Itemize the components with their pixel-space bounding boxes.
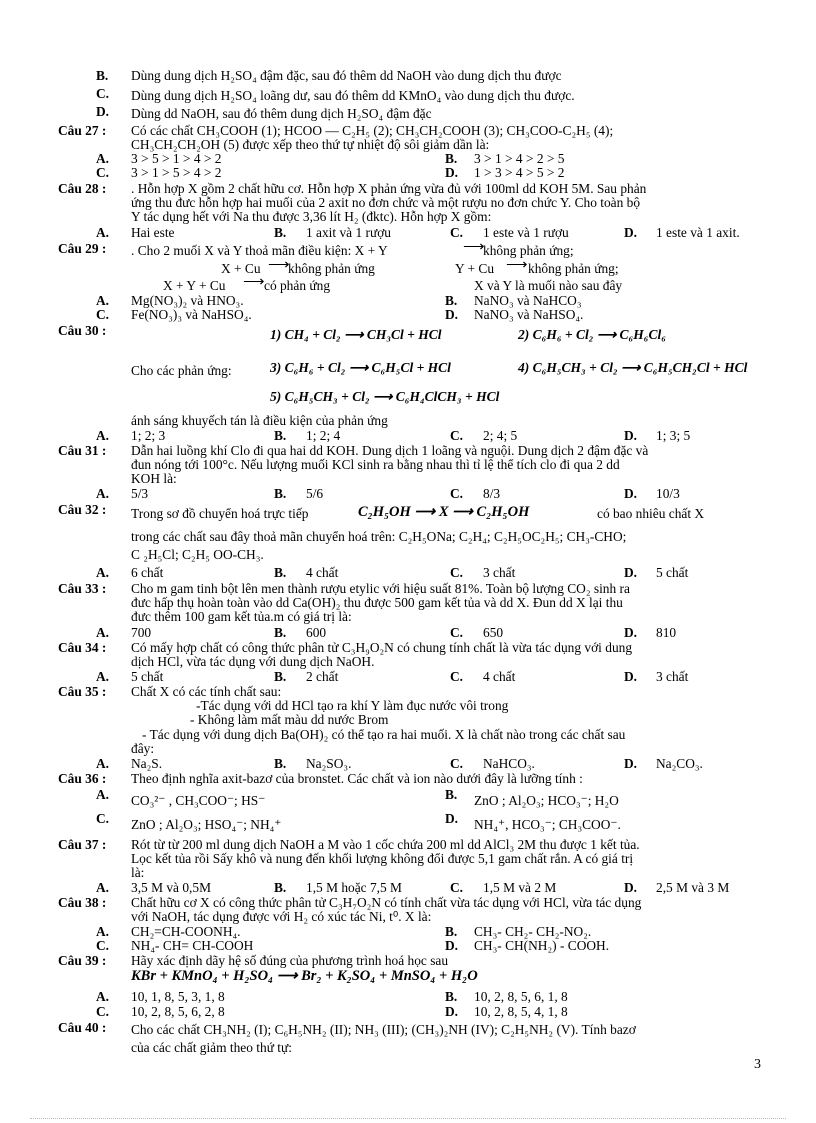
option-letter: C.	[450, 565, 464, 580]
option-c: ZnO ; Al₂O₃; HSO₄⁻; NH₄⁺	[131, 817, 282, 832]
option-d: CH₃- CH(NH₂) - COOH.	[474, 938, 610, 953]
option-d: 1 este và 1 axit.	[656, 225, 740, 240]
question-text: có phản ứng	[264, 278, 331, 293]
option-letter: B.	[274, 625, 287, 640]
option-letter: B.	[96, 68, 109, 83]
option-text: Dùng dung dịch H₂SO₄ loãng dư, sau đó thêm dd KMnO₄ vào dung dịch thu được.	[131, 88, 575, 103]
option-letter: B.	[445, 151, 458, 166]
question-label: Câu 29 :	[58, 241, 107, 256]
option-b: 600	[306, 625, 327, 640]
question-text: ánh sáng khuyếch tán là điều kiện của phản ứng	[131, 413, 388, 428]
option-letter: C.	[450, 486, 464, 501]
option-letter: C.	[96, 938, 110, 953]
option-letter: A.	[96, 787, 110, 802]
question-label: Câu 27 :	[58, 123, 107, 138]
option-c: NaHCO₃.	[483, 756, 535, 771]
question-text: ứng thu đưc hỗn hợp hai muối của 2 axit no đơn chức và một rượu no đơn chức Y. Cho toàn bộ	[131, 195, 641, 210]
question-text: X và Y là muối nào sau đây	[474, 278, 623, 293]
arrow-icon: ⟶	[463, 239, 485, 255]
reaction-3: 3) C₆H₆ + Cl₂ ⟶ C₆H₅Cl + HCl	[270, 360, 451, 375]
option-a: Hai este	[131, 225, 175, 240]
question-text: . Hỗn hợp X gồm 2 chất hữu cơ. Hỗn hợp X phản ứng vừa đủ với 100ml dd KOH 5M. Sau phản	[131, 181, 647, 196]
option-letter: C.	[450, 225, 464, 240]
option-letter: D.	[96, 104, 110, 119]
option-letter: A.	[96, 880, 110, 895]
option-letter: C.	[96, 811, 110, 826]
option-c: Fe(NO₃)₃ và NaHSO₄.	[131, 307, 252, 322]
option-a: 6 chất	[131, 565, 164, 580]
option-d: 5 chất	[656, 565, 689, 580]
option-d: 10/3	[656, 486, 680, 501]
option-letter: D.	[624, 565, 638, 580]
option-letter: C.	[450, 625, 464, 640]
question-text: Cho các chất CH₃NH₂ (I); C₆H₅NH₂ (II); NH₃ (III); (CH₃)₂NH (IV); C₂H₅NH₂ (V). Tính bazơ	[131, 1022, 636, 1037]
option-c: 2; 4; 5	[483, 428, 518, 443]
option-d: Na₂CO₃.	[656, 756, 703, 771]
option-c: 3 > 1 > 5 > 4 > 2	[131, 165, 222, 180]
question-label: Câu 40 :	[58, 1020, 107, 1035]
option-letter: A.	[96, 924, 110, 939]
option-letter: A.	[96, 565, 110, 580]
option-letter: C.	[96, 1004, 110, 1019]
question-text: CH₃CH₂CH₂OH (5) được xếp theo thứ tự nhiệt độ sôi giảm dần là:	[131, 137, 490, 152]
option-letter: D.	[624, 669, 638, 684]
option-d: 10, 2, 8, 5, 4, 1, 8	[474, 1004, 568, 1019]
option-c: 4 chất	[483, 669, 516, 684]
page-number: 3	[754, 1057, 761, 1072]
question-text: . Cho 2 muối X và Y thoả mãn điều kiện: X + Y	[131, 243, 388, 258]
footer-divider	[30, 1118, 786, 1119]
option-letter: D.	[445, 1004, 459, 1019]
option-c: 1,5 M và 2 M	[483, 880, 557, 895]
question-label: Câu 37 :	[58, 837, 107, 852]
question-text: KOH là:	[131, 471, 177, 486]
question-text: Rót từ từ 200 ml dung dịch NaOH a M vào 1 cốc chứa 200 ml dd AlCl₃ 2M thu được 1 kết tủa.	[131, 837, 640, 852]
option-letter: A.	[96, 625, 110, 640]
option-a: Mg(NO₃)₂ và HNO₃.	[131, 293, 244, 308]
question-text: Chất X có các tính chất sau:	[131, 684, 282, 699]
option-letter: B.	[274, 880, 287, 895]
question-text: Y tác dụng hết với Na thu được 3,36 lít H₂ (đktc). Hỗn hợp X gồm:	[131, 209, 492, 224]
question-text: Dẫn hai luồng khí Clo đi qua hai dd KOH. Dung dịch 1 loãng và nguội. Dung dịch 2 đậm đặc và	[131, 443, 649, 458]
option-letter: A.	[96, 293, 110, 308]
option-letter: D.	[445, 811, 459, 826]
question-text: đưc hấp thụ hoàn toàn vào dd Ca(OH)₂ thu được 500 gam kết tủa và dd X. Đun dd X lại thu	[131, 595, 623, 610]
option-d: 810	[656, 625, 677, 640]
question-text: Y + Cu	[455, 261, 495, 276]
option-letter: A.	[96, 151, 110, 166]
option-b: CH₃- CH₂- CH₂-NO₂.	[474, 924, 592, 939]
option-a: CH₂=CH-COONH₄.	[131, 924, 241, 939]
option-text: Dùng dd NaOH, sau đó thêm dung dịch H₂SO₄ đậm đặc	[131, 106, 432, 121]
question-text: - Tác dụng với dung dịch Ba(OH)₂ có thể tạo ra hai muối. X là chất nào trong các chất sau	[142, 727, 626, 742]
option-a: 1; 2; 3	[131, 428, 166, 443]
option-c: 8/3	[483, 486, 501, 501]
question-text: dịch HCl, vừa tác dụng với dung dịch NaOH.	[131, 654, 375, 669]
option-letter: C.	[96, 165, 110, 180]
question-text: Cho các phản ứng:	[131, 363, 232, 378]
question-text: đây:	[131, 741, 155, 756]
arrow-icon: ⟶	[243, 274, 265, 290]
option-letter: D.	[445, 307, 459, 322]
question-text: không phản ứng;	[528, 261, 619, 276]
question-text: Có các chất CH₃COOH (1); HCOO — C₂H₅ (2); CH₃CH₂COOH (3); CH₃COO-C₂H₅ (4);	[131, 123, 614, 138]
question-label: Câu 39 :	[58, 953, 107, 968]
option-letter: D.	[624, 756, 638, 771]
chemical-equation: KBr + KMnO₄ + H₂SO₄ ⟶ Br₂ + K₂SO₄ + MnSO₄ + H₂O	[131, 968, 478, 984]
option-letter: D.	[624, 880, 638, 895]
option-b: 1 axit và 1 rượu	[306, 225, 391, 240]
option-a: 3,5 M và 0,5M	[131, 880, 211, 895]
option-b: 5/6	[306, 486, 324, 501]
question-label: Câu 33 :	[58, 581, 107, 596]
option-letter: D.	[624, 225, 638, 240]
option-b: 1,5 M hoặc 7,5 M	[306, 880, 402, 895]
option-letter: A.	[96, 669, 110, 684]
option-a: 10, 1, 8, 5, 3, 1, 8	[131, 989, 225, 1004]
question-text: không phản ứng	[288, 261, 375, 276]
option-letter: D.	[624, 428, 638, 443]
question-label: Câu 35 :	[58, 684, 107, 699]
question-text: C ₂H₅Cl; C₂H₅ OO-CH₃.	[131, 547, 264, 562]
option-letter: A.	[96, 225, 110, 240]
question-text: đưc thêm 100 gam kết tủa.m có giá trị là:	[131, 609, 352, 624]
question-label: Câu 36 :	[58, 771, 107, 786]
arrow-icon: ⟶	[268, 257, 290, 273]
question-text: của các chất giảm theo thứ tự:	[131, 1040, 293, 1055]
option-letter: B.	[274, 669, 287, 684]
question-text: X + Cu	[221, 261, 261, 276]
option-c: 1 este và 1 rượu	[483, 225, 569, 240]
question-label: Câu 30 :	[58, 323, 107, 338]
option-c: 10, 2, 8, 5, 6, 2, 8	[131, 1004, 225, 1019]
option-d: 3 chất	[656, 669, 689, 684]
option-d: NH₄⁺, HCO₃⁻; CH₃COO⁻.	[474, 817, 621, 832]
option-a: CO₃²⁻ , CH₃COO⁻; HS⁻	[131, 793, 266, 808]
question-text: không phản ứng;	[483, 243, 574, 258]
question-text: trong các chất sau đây thoả mãn chuyển hoá trên: C₂H₅ONa; C₂H₄; C₂H₅OC₂H₅; CH₃-CHO;	[131, 529, 627, 544]
question-text: là:	[131, 865, 145, 880]
conversion-scheme: C₂H₅OH ⟶ X ⟶ C₂H₅OH	[358, 504, 530, 520]
question-text: Chất hữu cơ X có công thức phân tử C₃H₇O₂N có tính chất vừa tác dụng với HCl, vừa tác dụng	[131, 895, 642, 910]
option-letter: B.	[274, 225, 287, 240]
option-b: NaNO₃ và NaHCO₃	[474, 293, 582, 308]
option-b: ZnO ; Al₂O₃; HCO₃⁻; H₂O	[474, 793, 619, 808]
option-letter: D.	[445, 938, 459, 953]
option-d: 2,5 M và 3 M	[656, 880, 730, 895]
reaction-1: 1) CH₄ + Cl₂ ⟶ CH₃Cl + HCl	[270, 327, 442, 342]
option-letter: B.	[445, 924, 458, 939]
question-text: Lọc kết tủa rồi Sấy khô và nung đến khối lượng không đổi được 5,1 gam chất rắn. A có giá trị	[131, 851, 634, 866]
option-text: Dùng dung dịch H₂SO₄ đậm đặc, sau đó thêm dd NaOH vào dung dịch thu được	[131, 68, 562, 83]
option-b: Na₂SO₃.	[306, 756, 352, 771]
option-letter: C.	[450, 756, 464, 771]
option-letter: C.	[96, 307, 110, 322]
option-letter: B.	[445, 989, 458, 1004]
option-letter: B.	[445, 787, 458, 802]
question-text: Có mấy hợp chất có công thức phân tử C₃H₉O₂N có chung tính chất là vừa tác dụng với dung	[131, 640, 633, 655]
reaction-5: 5) C₆H₅CH₃ + Cl₂ ⟶ C₆H₄ClCH₃ + HCl	[270, 389, 500, 404]
option-letter: A.	[96, 756, 110, 771]
question-text: Hãy xác định dãy hệ số đúng của phương trình hoá học sau	[131, 953, 449, 968]
question-text: Trong sơ đồ chuyển hoá trực tiếp	[131, 506, 309, 521]
question-label: Câu 34 :	[58, 640, 107, 655]
option-d: NaNO₃ và NaHSO₄.	[474, 307, 584, 322]
option-b: 1; 2; 4	[306, 428, 341, 443]
option-a: Na₂S.	[131, 756, 163, 771]
option-letter: A.	[96, 989, 110, 1004]
question-text: Theo định nghĩa axit-bazơ của bronstet. Các chất và ion nào dưới đây là lưỡng tính :	[131, 771, 583, 786]
option-a: 700	[131, 625, 152, 640]
option-letter: A.	[96, 428, 110, 443]
question-text: - Không làm mất màu dd nước Brom	[190, 712, 389, 727]
option-c: NH₄- CH= CH-COOH	[131, 938, 254, 953]
option-c: 3 chất	[483, 565, 516, 580]
question-label: Câu 31 :	[58, 443, 107, 458]
option-letter: B.	[274, 565, 287, 580]
option-b: 3 > 1 > 4 > 2 > 5	[474, 151, 565, 166]
option-d: 1 > 3 > 4 > 5 > 2	[474, 165, 565, 180]
option-b: 4 chất	[306, 565, 339, 580]
option-letter: B.	[274, 756, 287, 771]
question-text: Cho m gam tinh bột lên men thành rượu etylic với hiệu suất 81%. Toàn bộ lượng CO₂ sinh ra	[131, 581, 630, 596]
option-d: 1; 3; 5	[656, 428, 691, 443]
question-text: đun nóng tới 100°c. Nếu lượng muối KCl sinh ra bằng nhau thì tỉ lệ thể tích clo đi qua 2 dd	[131, 457, 620, 472]
question-label: Câu 28 :	[58, 181, 107, 196]
question-text: -Tác dụng với dd HCl tạo ra khí Y làm đục nước vôi trong	[196, 698, 509, 713]
option-letter: B.	[274, 486, 287, 501]
option-letter: C.	[450, 880, 464, 895]
option-a: 5/3	[131, 486, 149, 501]
option-letter: B.	[445, 293, 458, 308]
reaction-4: 4) C₆H₅CH₃ + Cl₂ ⟶ C₆H₅CH₂Cl + HCl	[518, 360, 748, 375]
question-text: với NaOH, tác dụng được với H₂ có xúc tác Ni, t⁰. X là:	[131, 909, 432, 924]
question-text: có bao nhiêu chất X	[597, 506, 705, 521]
reaction-2: 2) C₆H₆ + Cl₂ ⟶ C₆H₆Cl₆	[518, 327, 666, 342]
arrow-icon: ⟶	[506, 257, 528, 273]
option-c: 650	[483, 625, 504, 640]
option-letter: C.	[450, 669, 464, 684]
option-a: 5 chất	[131, 669, 164, 684]
option-b: 2 chất	[306, 669, 339, 684]
option-letter: D.	[624, 486, 638, 501]
option-a: 3 > 5 > 1 > 4 > 2	[131, 151, 222, 166]
option-letter: C.	[96, 86, 110, 101]
option-letter: C.	[450, 428, 464, 443]
question-label: Câu 38 :	[58, 895, 107, 910]
option-letter: A.	[96, 486, 110, 501]
option-letter: D.	[624, 625, 638, 640]
question-label: Câu 32 :	[58, 502, 107, 517]
option-b: 10, 2, 8, 5, 6, 1, 8	[474, 989, 568, 1004]
question-text: X + Y + Cu	[163, 278, 226, 293]
option-letter: D.	[445, 165, 459, 180]
option-letter: B.	[274, 428, 287, 443]
